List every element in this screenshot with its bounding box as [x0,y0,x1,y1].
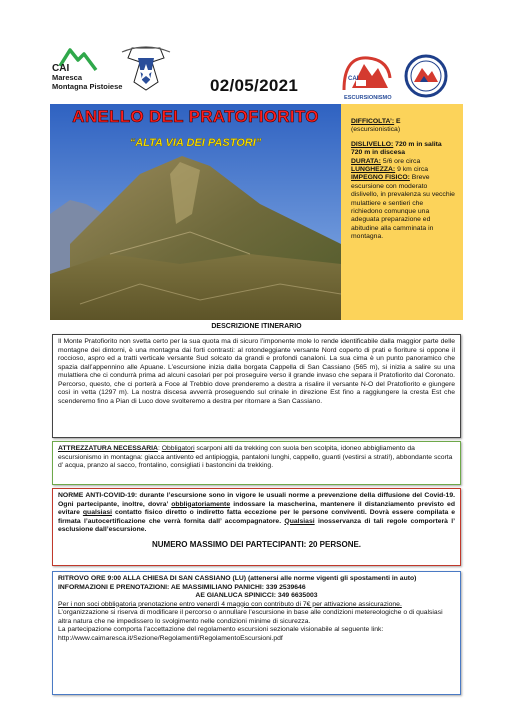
equipment-label: ATTREZZATURA NECESSARIA [58,445,158,452]
description-title: DESCRIZIONE ITINERARIO [211,323,302,330]
rules-note: La partecipazione comporta l’accettazione del regolamento escursioni sezionale visionabile al seguente link: [58,626,384,633]
section-line2: Montagna Pistoiese [52,82,123,91]
hero-photo [50,104,341,320]
covid-u-2: qualsiasi [82,509,112,516]
covid-text-2: indossare la mascherina, mantenere il distanziamento previsto ed evitare [58,500,455,516]
equipment-box [52,441,461,485]
covid-u-1: obbligatoriamente [171,500,231,508]
event-date: 02/05/2021 [210,76,299,95]
hike-title: ANELLO DEL PRATOFIORITO [72,107,319,126]
cai-label: CAI [52,63,70,74]
description-text: Il Monte Pratofiorito non svetta certo per la sua quota ma di sicuro l’imponente mole lo rende identificabile dalla maggior parte delle montagne dei dintorni, è una montagna dai forti contrasti: al rotondeggiante versante Nord coperto di prati e fioriture si oppone il roccioso, aspro ed a tratti verticale versante Sud solcato da grandi e profondi canaloni. La sua cima è un punto panoramico che spazia dall’appennino alle Apuane. L’escursione inizia dalla borgata Cappella di San Cassiano (565 m), si inizia a salire su una mulattiera che ci condurrà prima ad alcuni casolari per poi proseguire verso il grande invaso che separa il Pratofiorito dal Coronato. Percorso, questo, che ci porterà a Foce al Trebbio dove prenderemo a destra a risalire il versante N-O del Pratofiorito e giungere così in vetta (1297 m). La nostra discesa avverrà proseguendo sul crinale in direzione Est fino a raggiungere la cresta Est che scenderemo fino a Pian di Luco dove svolteremo a destra per ritornare a San Cassiano. [58,338,455,405]
section-line1: Maresca [52,73,83,82]
escursionismo-text: ESCURSIONISMO [344,95,392,101]
non-member-fee: Per i non soci obbligatoria prenotazione entro venerdì 4 maggio con contributo di 7€ per attivazione assicurazione. [58,600,402,608]
difficulty-value: E [394,118,401,125]
escursionismo-logo [338,50,400,102]
max-participants: NUMERO MASSIMO DEI PARTECIPANTI: 20 PERSONE. [151,539,362,549]
length-label: LUNGHEZZA: [351,166,396,174]
equipment-text: scarponi alti da trekking con suola ben scolpita, idoneo abbigliamento da escursionismo in montagna: giacca antivento ed antipioggia, pantaloni lunghi, cappello, guanti (vestirsi a strati!), abbondante scorta d’ acqua, pranzo al sacco, frontalino, consigliati i bastoncini da trekking. [58,445,453,469]
meeting-point: RITROVO ORE 9:00 ALLA CHIESA DI SAN CASSIANO (LU) [58,575,247,582]
difficulty [351,118,455,135]
elevation-label: DISLIVELLO: [351,140,394,148]
equipment-mandatory: Obbligatori [161,445,195,452]
round-badge-logo [404,54,448,98]
hike-subtitle: “ALTA VIA DEI PASTORI” [129,137,262,149]
hike-info-panel [341,104,463,320]
cai-shield-icon [122,47,170,90]
elevation [351,141,455,242]
info-contact-2: AE GIANLUCA SPINICCI: 349 6635003 [195,592,318,599]
contacts-box [52,571,461,695]
effort-label: IMPEGNO FISICO: [351,174,410,182]
equipment-sep: : [157,445,162,452]
covid-text-4: inosservanza di tali regole comporterà l’ esclusione dall’escursione. [58,517,456,533]
elevation-up: 720 m in salita [393,140,442,148]
covid-text-3: contatto fisico diretto o indiretto fatta eccezione per le persone conviventi. Dovrà essere compilata e firmata l’autocertificazione che verrà fornita dall’ accompagnatore. [58,509,456,525]
escursionismo-cai-text: CAI [348,76,359,82]
meeting-note: (attenersi alle norme vigenti gli spostamenti in auto) [246,575,417,582]
description-box [52,334,461,438]
elevation-down: 720 m in discesa [351,149,406,157]
covid-u-3: Qualsiasi [284,517,315,525]
difficulty-label: DIFFICOLTA’: [351,118,395,125]
effort-value: Breve escursione con moderato dislivello, in prevalenza su vecchie mulattiere e sentieri che richiedono comunque una adeguata preparazione ed abitudine alla camminata in montagna. [351,174,455,241]
info-contact-1: INFORMAZIONI E PRENOTAZIONI: AE MASSIMILIANO PANICHI: 339 2539646 [58,583,306,591]
covid-text-1: NORME ANTI-COVID-19: durante l’escursione sono in vigore le usuali norme a prevenzione della diffusione del Covid-19. Ogni partecipante, inoltre, dovra’ [58,492,455,508]
organization-note: L’organizzazione si riserva di modificare il percorso o annullare l’escursione in base alle condizioni metereologiche o di qualsiasi altra natura che ne impedissero lo svolgimento nelle condizioni minime di sicurezza. [58,609,443,625]
cai-section-label [52,64,122,91]
length-value: 9 km circa [395,166,429,174]
difficulty-note: (escursionistica) [351,126,401,134]
duration-label: DURATA: [351,157,381,165]
covid-rules-box [52,488,461,566]
rules-link[interactable]: http://www.caimaresca.it/Sezione/Regolamenti/RegolamentoEscursioni.pdf [58,634,283,642]
duration-value: 5/6 ore circa [380,157,421,165]
